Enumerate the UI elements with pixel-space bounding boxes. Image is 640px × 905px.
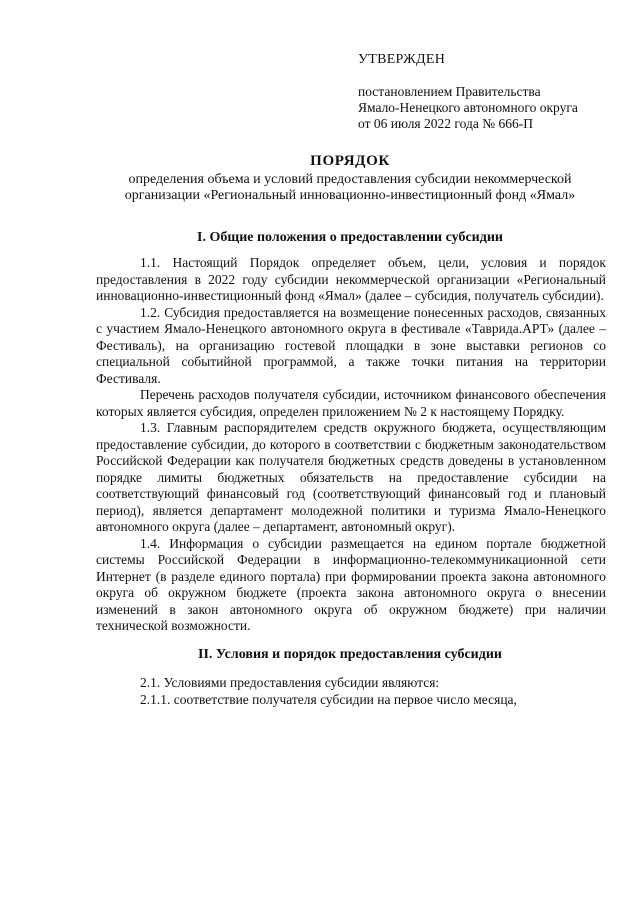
document-title-block xyxy=(90,152,610,204)
section-heading: II. Условия и порядок предоставления субсидии xyxy=(198,647,502,662)
paragraph: 2.1. Условиями предоставления субсидии являются: xyxy=(140,675,440,690)
approval-line: постановлением Правительства xyxy=(358,84,541,99)
paragraph: 1.1. Настоящий Порядок определяет объем, цели, условия и порядок предоставления в 2022 году субсидии некоммерческой организации «Региональный инновационно-инвестиционный фонд «Ямал» (далее – субсидия, получатель субсидии). xyxy=(96,255,606,303)
document-title: ПОРЯДОК xyxy=(310,153,390,169)
document-subtitle: определения объема и условий предоставления субсидии некоммерческой организации «Региональный инновационно-инвестиционный фонд «Ямал» xyxy=(124,172,576,203)
section-body xyxy=(96,255,606,635)
paragraph: 1.2. Субсидия предоставляется на возмещение понесенных расходов, связанных с участием Ямало-Ненецкого автономного округа в фестивале «Таврида.АРТ» (далее – Фестиваль), на организацию гостевой площадки в зоне выставки регионов со специальной событийной программой, а также точки питания на территории Фестиваля. xyxy=(96,304,606,386)
section-body xyxy=(96,675,606,708)
approval-title: УТВЕРЖДЕН xyxy=(358,52,446,67)
paragraph: 2.1.1. соответствие получателя субсидии на первое число месяца, xyxy=(140,691,517,707)
paragraph: 1.3. Главным распорядителем средств окружного бюджета, осуществляющим предоставление субсидии, до которого в соответствии с бюджетным законодательством Российской Федерации как получателя бюджетных средств доведены в установленном порядке лимиты бюджетных обязательств на предоставление субсидии на соответствующий финансовый год (соответствующий финансовый год и плановый период), является департамент молодежной политики и туризма Ямало-Ненецкого автономного округа (далее – департамент, автономный округ). xyxy=(96,420,606,534)
paragraph: Перечень расходов получателя субсидии, источником финансового обеспечения которых является субсидия, определен приложением № 2 к настоящему Порядку. xyxy=(96,387,606,419)
approval-line: от 06 июля 2022 года № 666-П xyxy=(358,116,533,131)
paragraph: 1.4. Информация о субсидии размещается на едином портале бюджетной системы Российской Федерации в информационно-телекоммуникационной сети Интернет (в разделе единого портала) при формировании проекта закона автономного округа об окружном бюджете (проекта закона автономного округа о внесении изменений в закон автономного округа об окружном бюджете) при наличии технической возможности. xyxy=(96,535,606,633)
approval-line: Ямало-Ненецкого автономного округа xyxy=(358,100,578,115)
section-heading: I. Общие положения о предоставлении субсидии xyxy=(197,230,503,245)
approval-stamp xyxy=(358,52,578,132)
